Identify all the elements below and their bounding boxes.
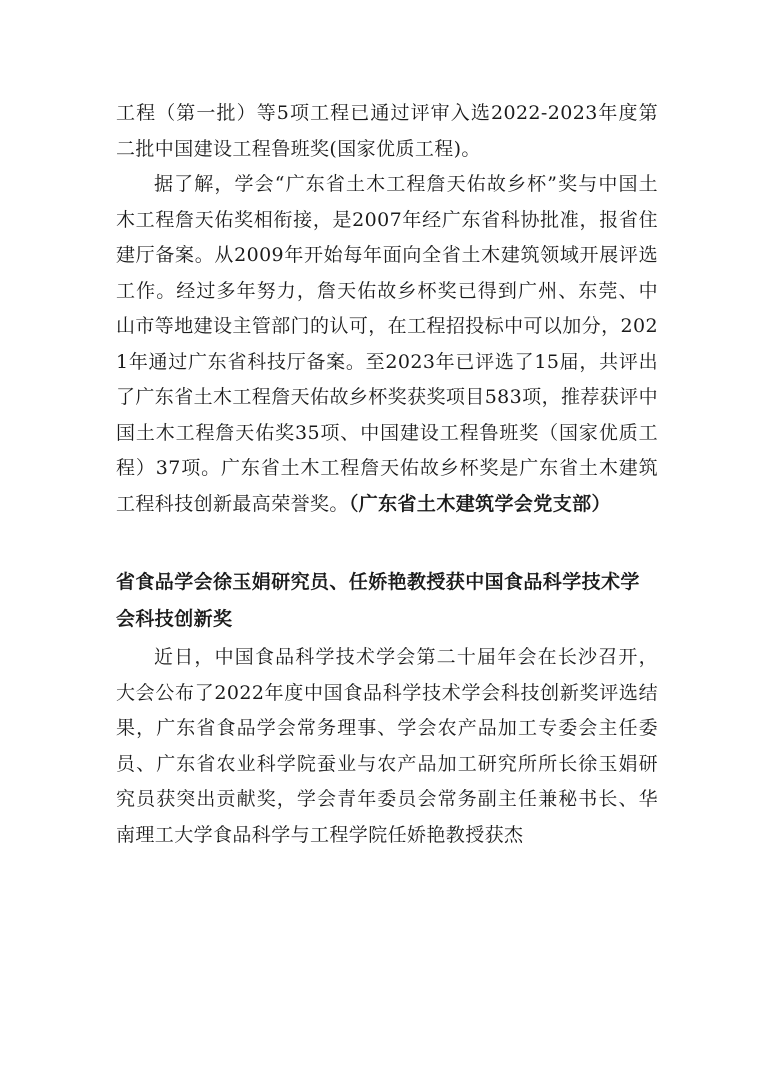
article-title: 省食品学会徐玉娟研究员、任娇艳教授获中国食品科学技术学会科技创新奖: [116, 571, 640, 630]
continuation-text: 工程（第一批）等5项工程已通过评审入选2022-2023年度第二批中国建设工程鲁班奖(国家优质工程)。: [116, 102, 658, 160]
award-background-text: 据了解，学会“广东省土木工程詹天佑故乡杯”奖与中国土木工程詹天佑奖相衔接，是2007年经广东省科协批准，报省住建厅备案。从2009年开始每年面向全省土木建筑领域开展评选工作。经过多年努力，詹天佑故乡杯奖已得到广州、东莞、中山市等地建设主管部门的认可，在工程招投标中可以加分，2021年通过广东省科技厅备案。至2023年已评选了15届，共评出了广东省土木工程詹天佑故乡杯奖获奖项目583项，推荐获评中国土木工程詹天佑奖35项、中国建设工程鲁班奖（国家优质工程）37项。广东省土木工程詹天佑故乡杯奖是广东省土木建筑工程科技创新最高荣誉奖。: [116, 173, 658, 515]
article-body-text: 近日，中国食品科学技术学会第二十届年会在长沙召开，大会公布了2022年度中国食品科学技术学会科技创新奖评选结果，广东省食品学会常务理事、学会农产品加工专委会主任委员、广东省农业科学院蚕业与农产品加工研究所所长徐玉娟研究员获突出贡献奖，学会青年委员会常务副主任兼秘书长、华南理工大学食品科学与工程学院任娇艳教授获杰: [116, 646, 658, 846]
article-body-paragraph: [116, 640, 658, 853]
article-continuation-paragraph: [116, 96, 658, 167]
article-source: （广东省土木建筑学会党支部）: [348, 492, 611, 515]
page-content: [116, 96, 658, 853]
award-background-paragraph: [116, 167, 658, 522]
